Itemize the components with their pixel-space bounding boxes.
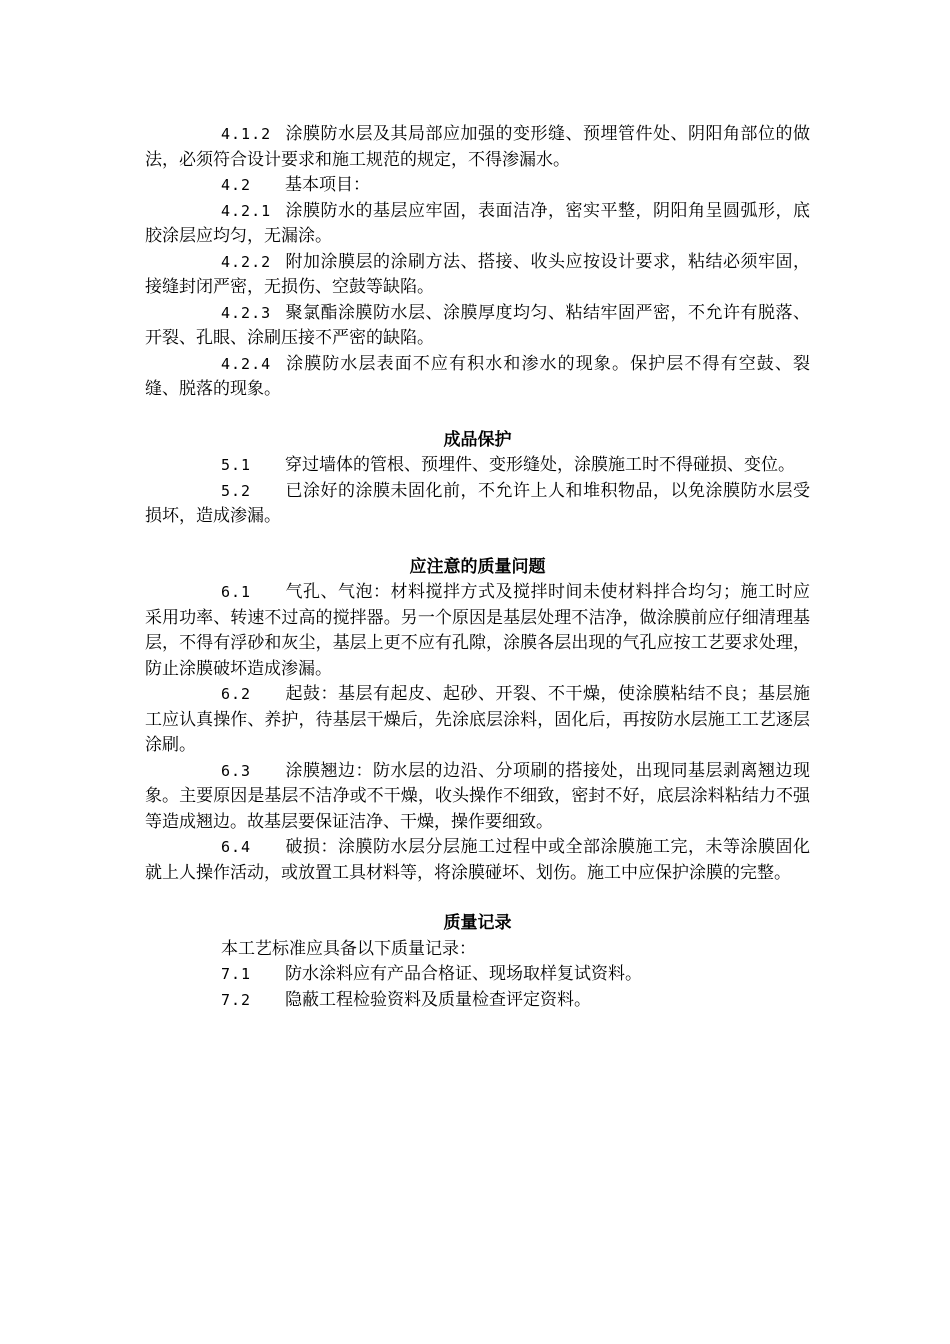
clause-4-2-3 bbox=[145, 301, 810, 352]
clause-number: 6.4 bbox=[221, 838, 252, 856]
clause-number: 6.3 bbox=[221, 761, 252, 780]
clause-text: 涂膜防水层表面不应有积水和渗水的现象。保护层不得有空鼓、裂缝、脱落的现象。 bbox=[145, 353, 810, 399]
clause-6-4 bbox=[145, 835, 810, 886]
clause-4-2-1 bbox=[145, 199, 810, 250]
clause-5-1 bbox=[145, 453, 810, 479]
clause-text: 防水涂料应有产品合格证、现场取样复试资料。 bbox=[285, 964, 642, 984]
records-intro: 本工艺标准应具备以下质量记录： bbox=[221, 938, 476, 959]
clause-5-2 bbox=[145, 479, 810, 530]
clause-number: 4.2 bbox=[221, 176, 252, 194]
section-heading-product-protection: 成品保护 bbox=[443, 429, 512, 450]
clause-4-2-4 bbox=[145, 352, 810, 403]
clause-text: 破损：涂膜防水层分层施工过程中或全部涂膜施工完，未等涂膜固化就上人操作活动，或放置工具材料等，将涂膜碰坏、划伤。施工中应保护涂膜的完整。 bbox=[145, 837, 810, 883]
clause-number: 5.1 bbox=[221, 456, 252, 474]
section-heading-quality-records: 质量记录 bbox=[443, 913, 512, 933]
clause-4-1-2 bbox=[145, 122, 810, 173]
clause-number: 4.2.2 bbox=[221, 252, 272, 271]
clause-number: 4.2.1 bbox=[221, 201, 272, 220]
clause-text: 气孔、气泡：材料搅拌方式及搅拌时间未使材料拌合均匀；施工时应采用功率、转速不过高的搅拌器。另一个原因是基层处理不洁净，做涂膜前应仔细清理基层，不得有浮砂和灰尘，基层上更不应有孔隙，涂膜各层出现的气孔应按工艺要求处理，防止涂膜破坏造成渗漏。 bbox=[145, 582, 810, 679]
clause-number: 7.2 bbox=[221, 990, 252, 1009]
clause-number: 6.1 bbox=[221, 583, 252, 601]
clause-text: 涂膜翘边：防水层的边沿、分项刷的搭接处，出现同基层剥离翘边现象。主要原因是基层不洁净或不干燥，收头操作不细致，密封不好，底层涂料粘结力不强等造成翘边。故基层要保证洁净、干燥，操作要细致。 bbox=[145, 760, 810, 832]
clause-text: 穿过墙体的管根、预埋件、变形缝处，涂膜施工时不得碰损、变位。 bbox=[285, 455, 795, 475]
clause-number: 7.1 bbox=[221, 965, 252, 983]
clause-text: 起鼓：基层有起皮、起砂、开裂、不干燥，使涂膜粘结不良；基层施工应认真操作、养护，待基层干燥后，先涂底层涂料，固化后，再按防水层施工工艺逐层涂刷。 bbox=[145, 684, 810, 755]
clause-text: 聚氯酯涂膜防水层、涂膜厚度均匀、粘结牢固严密，不允许有脱落、开裂、孔眼、涂刷压接不严密的缺陷。 bbox=[145, 302, 810, 348]
clause-text: 涂膜防水的基层应牢固，表面洁净，密实平整，阴阳角呈圆弧形，底胶涂层应均匀，无漏涂。 bbox=[145, 200, 810, 246]
clause-7-1 bbox=[145, 962, 810, 988]
clause-text: 基本项目： bbox=[285, 175, 370, 195]
clause-text: 附加涂膜层的涂刷方法、搭接、收头应按设计要求，粘结必须牢固，接缝封闭严密，无损伤、空鼓等缺陷。 bbox=[145, 251, 810, 297]
clause-number: 5.2 bbox=[221, 481, 252, 500]
document-page bbox=[145, 122, 810, 1013]
section-heading-quality-issues: 应注意的质量问题 bbox=[409, 556, 546, 577]
clause-number: 4.2.3 bbox=[221, 303, 272, 322]
clause-text: 涂膜防水层及其局部应加强的变形缝、预埋管件处、阴阳角部位的做法，必须符合设计要求和施工规范的规定，不得渗漏水。 bbox=[145, 124, 810, 170]
clause-number: 4.1.2 bbox=[221, 125, 272, 143]
clause-4-2 bbox=[145, 173, 810, 199]
clause-number: 4.2.4 bbox=[221, 354, 272, 373]
clause-text: 隐蔽工程检验资料及质量检查评定资料。 bbox=[285, 989, 591, 1010]
clause-6-1 bbox=[145, 580, 810, 682]
clause-number: 6.2 bbox=[221, 685, 252, 703]
clause-6-2 bbox=[145, 682, 810, 759]
clause-6-3 bbox=[145, 759, 810, 836]
clause-4-2-2 bbox=[145, 250, 810, 301]
clause-7-2 bbox=[145, 988, 810, 1014]
clause-text: 已涂好的涂膜未固化前，不允许上人和堆积物品，以免涂膜防水层受损坏，造成渗漏。 bbox=[145, 480, 810, 526]
